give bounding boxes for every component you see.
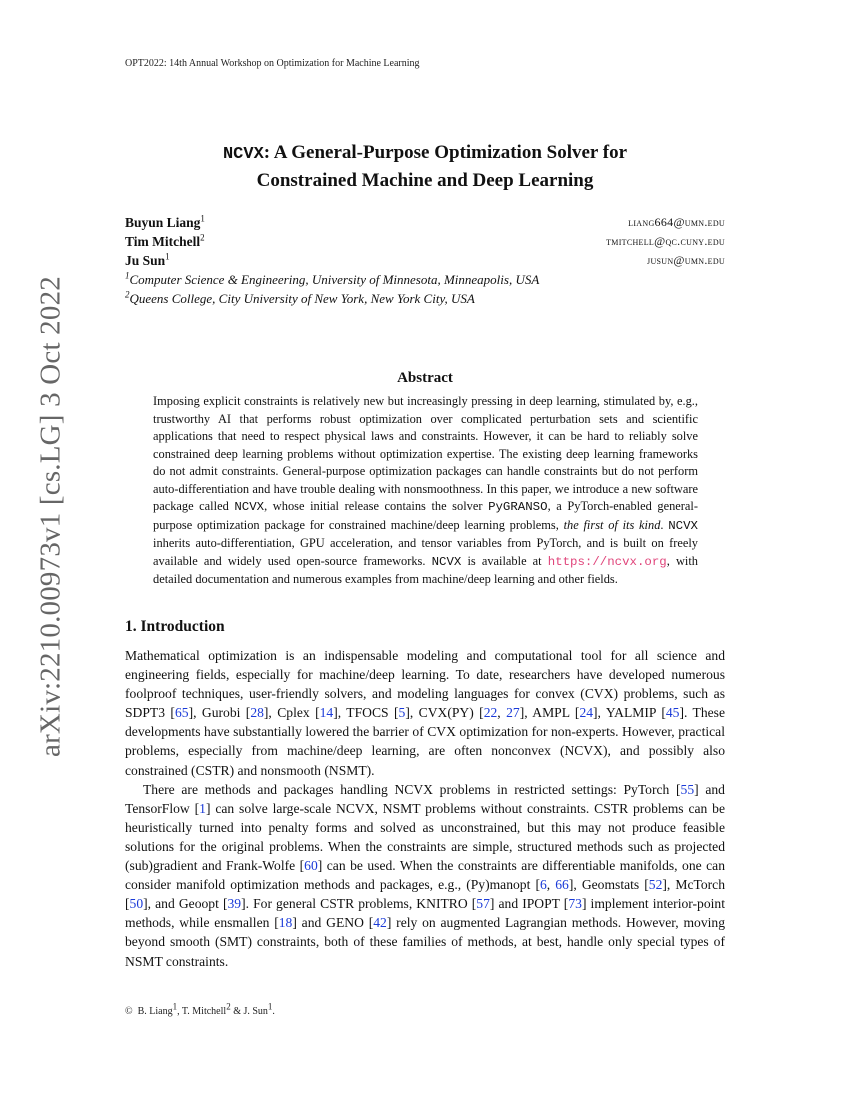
paragraph-text: There are methods and packages handling NCVX problems in restricted settings: PyTorch [ xyxy=(143,781,681,797)
affiliation-mark: 1 xyxy=(125,270,130,281)
citation-link[interactable]: 14 xyxy=(319,705,334,721)
citation-link[interactable]: 42 xyxy=(373,915,387,931)
citation-link[interactable]: 24 xyxy=(579,705,594,721)
paragraph-text: ]. These developments have substantially lowered the barrier of CVX optimization for non-experts. However, practical problems, especially from machine/deep learning, are often nonconvex (NCVX), and possibly also constrained (CSTR) and nonsmooth (NSMT). xyxy=(125,705,725,778)
affiliation-text: Queens College, City University of New York, New York City, USA xyxy=(129,291,475,306)
affiliation-text: Computer Science & Engineering, University of Minnesota, Minneapolis, USA xyxy=(129,272,540,287)
citation-link[interactable]: 6 xyxy=(539,877,547,893)
citation-link[interactable]: 52 xyxy=(648,877,663,893)
citation-link[interactable]: 5 xyxy=(398,705,406,721)
affiliation xyxy=(125,270,725,289)
citation-link[interactable]: 65 xyxy=(174,705,189,721)
author-email: tmitchell@qc.cuny.edu xyxy=(606,234,725,248)
ncvx-url-link[interactable]: https://ncvx.org xyxy=(547,554,667,569)
paragraph-text: , xyxy=(546,877,556,893)
affiliation xyxy=(125,289,725,308)
citation-link[interactable]: 66 xyxy=(555,877,569,893)
citation-link[interactable]: 18 xyxy=(278,915,293,931)
paragraph-text: ], McTorch [ xyxy=(125,877,726,912)
paragraph-text: ] and IPOPT [ xyxy=(489,896,569,912)
title-code-name: NCVX xyxy=(222,145,264,164)
paragraph-text: ], Gurobi [ xyxy=(188,705,251,721)
citation-link[interactable]: 27 xyxy=(506,705,520,721)
paragraph-text: ] implement interior-point methods, while ensmallen [ xyxy=(125,896,725,931)
paragraph-text: Mathematical optimization is an indispensable modeling and computational tool for all science and engineering fields, especially for machine/deep learning. To date, researchers have developed numerous foolproof techniques, user-friendly solvers, and modeling languages for convex (CVX) problems, such as SDPT3 [ xyxy=(125,648,725,721)
author-email: liang664@umn.edu xyxy=(628,215,725,229)
paragraph-text: ], and Geoopt [ xyxy=(143,896,228,912)
title-line2: Constrained Machine and Deep Learning xyxy=(256,170,594,191)
citation-link[interactable]: 60 xyxy=(304,858,318,874)
author-row xyxy=(125,213,725,232)
emphasis-text: the first of its kind xyxy=(563,517,661,532)
abstract-heading: Abstract xyxy=(397,370,453,386)
copyright-footer: © B. Liang$^1$, T. Mitchell$^2$ & J. Sun$^1$. xyxy=(125,1001,275,1017)
code-ncvx: NCVX xyxy=(431,554,462,569)
paragraph-text: ], YALMIP [ xyxy=(593,705,666,721)
citation-link[interactable]: 39 xyxy=(227,896,242,912)
paragraph-text: ] can be used. When the constraints are differentiable manifolds, one can consider manifold optimization methods and packages, e.g., (Py)manopt [ xyxy=(125,858,725,893)
author-email: jusun@umn.edu xyxy=(647,253,725,267)
author-row xyxy=(125,251,725,270)
author-affil-mark: 1 xyxy=(165,251,170,262)
paragraph-text: , xyxy=(497,705,507,721)
abstract-text: Imposing explicit constraints is relatively new but increasingly pressing in deep learning, stimulated by, e.g., trustworthy AI that performs robust optimization over complicated perturbation sets and scientific applications that need to respect physical laws and constraints. However, it can be hard to reliably solve constrained deep learning problems without optimization expertise. The existing deep learning frameworks do not admit constraints. General-purpose optimization packages can handle constraints but do not perform auto-differentiation and have trouble dealing with nonsmoothness. In this paper, we introduce a new software package called NCVX, whose initial release contains the solver PyGRANSO, a PyTorch-enabled general-purpose optimization package for constrained machine/deep learning problems, the first of its kind. NCVX inherits auto-differentiation, GPU acceleration, and tensor variables from PyTorch, and is built on freely available and widely used open-source frameworks. NCVX is available at https://ncvx.org, with detailed documentation and numerous examples from machine/deep learning and other fields. xyxy=(153,394,698,586)
code-ncvx: NCVX xyxy=(668,518,698,533)
author-affil-mark: 1 xyxy=(200,213,205,224)
citation-link[interactable]: 28 xyxy=(250,705,264,721)
author-name: Tim Mitchell xyxy=(125,234,201,249)
code-pygranso: PyGRANSO xyxy=(488,500,548,514)
citation-link[interactable]: 22 xyxy=(483,705,498,721)
paragraph-text: ] rely on augmented Lagrangian methods. However, moving beyond smooth (SMT) constraints, both of these families of methods, at best, handle only special types of NSMT constraints. xyxy=(125,915,725,969)
paragraph-text: ]. For general CSTR problems, KNITRO [ xyxy=(241,896,477,912)
author-row xyxy=(125,232,725,251)
paragraph-text: ] can solve large-scale NCVX, NSMT problems without constraints. CSTR problems can be heuristically turned into penalty forms and solved as unconstrained, but this may not produce feasible solutions for the original problems. When the constraints are simple, structured methods such as projected (sub)gradient and Frank-Wolfe [ xyxy=(125,800,725,874)
citation-link[interactable]: 55 xyxy=(680,781,695,797)
paragraph-text: ], Geomstats [ xyxy=(568,877,649,893)
code-ncvx: NCVX xyxy=(234,500,265,514)
paragraph-text: ] and GENO [ xyxy=(292,915,374,931)
title-line1: : A General-Purpose Optimization Solver for xyxy=(263,142,628,163)
author-block xyxy=(125,213,725,308)
introduction-body xyxy=(125,646,725,971)
citation-link[interactable]: 50 xyxy=(129,896,144,912)
paragraph-text: ], AMPL [ xyxy=(519,705,580,721)
paragraph-text: ] and TensorFlow [ xyxy=(125,781,725,816)
citation-link[interactable]: 45 xyxy=(665,705,680,721)
paper-title xyxy=(100,140,750,194)
paragraph-text: ], CVX(PY) [ xyxy=(405,705,484,721)
affiliation-mark: 2 xyxy=(125,289,130,300)
paragraph-text: ], TFOCS [ xyxy=(333,705,399,721)
intro-paragraph-2 xyxy=(125,780,725,971)
intro-paragraph-1 xyxy=(125,646,725,780)
section-heading-introduction: 1. Introduction xyxy=(125,618,225,635)
citation-link[interactable]: 73 xyxy=(568,896,582,912)
author-name: Ju Sun xyxy=(125,253,166,268)
venue-header: OPT2022: 14th Annual Workshop on Optimization for Machine Learning xyxy=(125,58,420,69)
arxiv-identifier-stamp: arXiv:2210.00973v1 [cs.LG] 3 Oct 2022 xyxy=(34,276,67,757)
citation-link[interactable]: 1 xyxy=(199,800,206,816)
author-affil-mark: 2 xyxy=(200,232,205,243)
copyright-symbol: © xyxy=(125,1006,133,1017)
paragraph-text: ], Cplex [ xyxy=(263,705,320,721)
author-name: Buyun Liang xyxy=(125,215,201,230)
citation-link[interactable]: 57 xyxy=(476,896,490,912)
